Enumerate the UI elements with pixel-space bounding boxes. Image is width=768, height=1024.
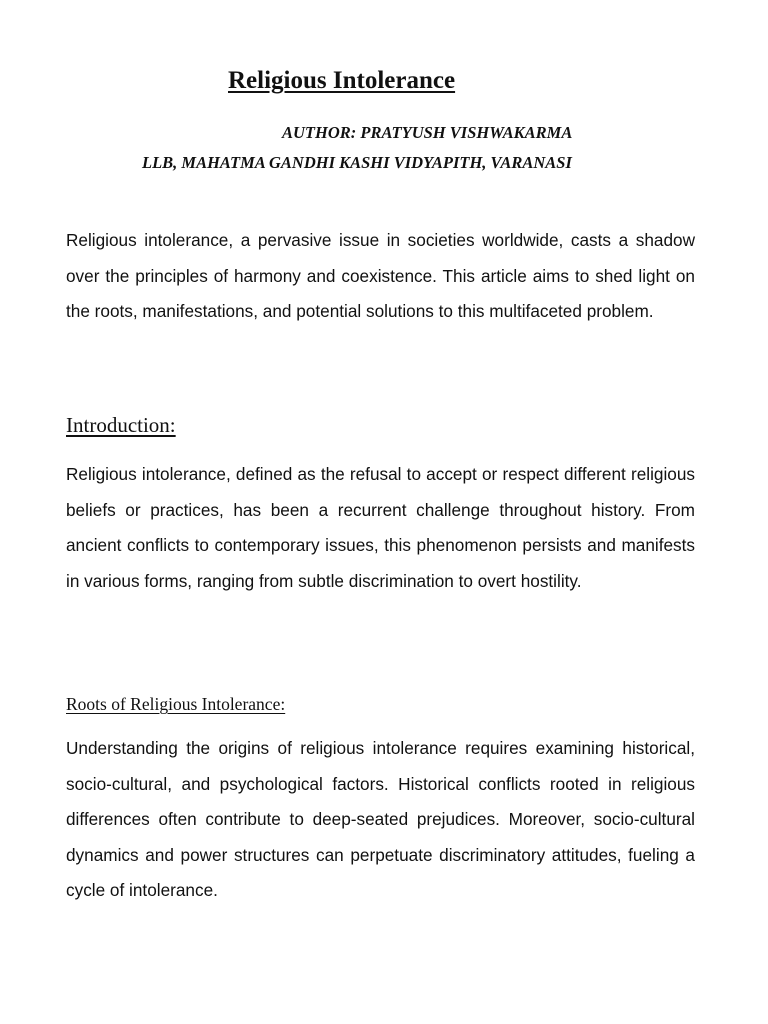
section-body-introduction: Religious intolerance, defined as the refusal to accept or respect different religious beliefs or practices, has been a recurrent challenge throughout history. From ancient conflicts to contemporary issues, this phenomenon persists and manifests in various forms, ranging from subtle discrimination to overt hostility.	[66, 464, 695, 591]
section-heading-introduction: Introduction:	[66, 413, 176, 437]
abstract-paragraph: Religious intolerance, a pervasive issue in societies worldwide, casts a shadow over the principles of harmony and coexistence. This article aims to shed light on the roots, manifestations, and potential solutions to this multifaceted problem.	[66, 230, 695, 322]
section-heading-roots: Roots of Religious Intolerance:	[66, 694, 286, 714]
affiliation-line: LLB, MAHATMA GANDHI KASHI VIDYAPITH, VARANASI	[142, 153, 572, 172]
author-line: AUTHOR: PRATYUSH VISHWAKARMA	[282, 123, 573, 142]
document-title: Religious Intolerance	[228, 67, 456, 94]
section-body-roots: Understanding the origins of religious intolerance requires examining historical, socio-cultural, and psychological factors. Historical conflicts rooted in religious differences often contribute to deep-seated prejudices. Moreover, socio-cultural dynamics and power structures can perpetuate discriminatory attitudes, fueling a cycle of intolerance.	[66, 738, 695, 901]
